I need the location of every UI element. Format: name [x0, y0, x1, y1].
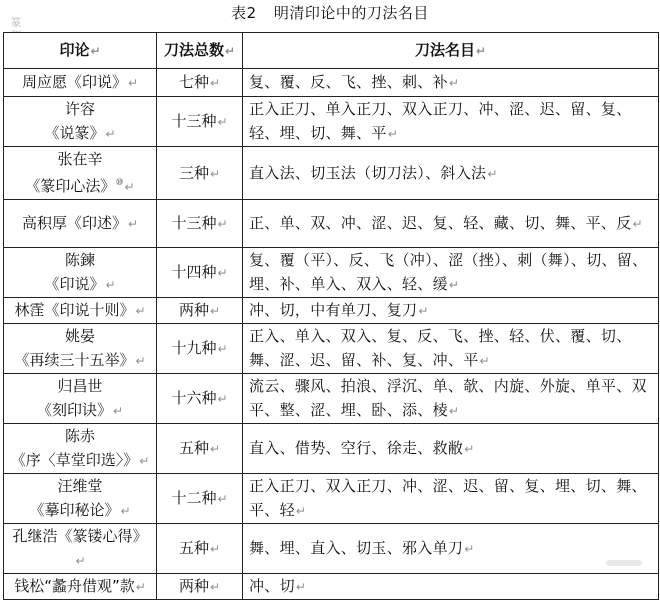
paragraph-mark: ↵: [120, 504, 131, 518]
method-list-cell: [243, 200, 659, 248]
paragraph-mark: ↵: [217, 342, 228, 356]
paragraph-mark: ↵: [487, 166, 498, 181]
paragraph-mark: ↵: [448, 404, 460, 418]
table-row: [4, 424, 659, 474]
method-list: 舞、埋、直入、切玉、邪入单刀: [249, 539, 464, 557]
method-count: 十六种: [171, 389, 217, 407]
table-row: [4, 574, 659, 600]
method-count-cell: [157, 147, 243, 200]
method-count: 两种: [178, 577, 209, 595]
table-row: [4, 97, 659, 147]
method-count-cell: [157, 200, 243, 248]
method-list: 复、覆（平）、反、飞（冲）、涩（挫）、刺（舞）、切、留、埋、补、单入、双入、轻、缓: [249, 251, 648, 293]
treatise-name: 归昌世 《刻印诀》: [36, 377, 112, 419]
method-count-cell: [157, 474, 243, 524]
corner-watermark: [606, 560, 642, 566]
paragraph-mark: ↵: [448, 76, 460, 90]
paragraph-mark: ↵: [209, 304, 221, 318]
method-list-cell: [243, 424, 659, 474]
header-methods: [243, 33, 659, 69]
paragraph-mark: ↵: [90, 44, 101, 58]
treatise-name: 周应愿《印说》: [21, 73, 127, 91]
method-count-cell: [157, 97, 243, 147]
header-treatise-label: 印论: [59, 41, 90, 59]
treatise-cell: [4, 147, 157, 200]
paragraph-mark: ↵: [127, 217, 139, 231]
method-count: 十四种: [171, 263, 217, 281]
method-list-cell: [243, 324, 659, 374]
method-list: 冲、切，中有单刀、复刀: [249, 301, 418, 319]
treatise-name: 张在辛 《篆印心法》: [25, 150, 116, 195]
treatise-name: 陈赤 《序〈草堂印选〉》: [10, 427, 139, 469]
method-count-cell: [157, 324, 243, 374]
paragraph-mark: ↵: [448, 278, 460, 292]
header-treatise: [4, 33, 157, 69]
method-list: 正入正刀、双入正刀、冲、涩、迟、留、复、埋、切、舞、平、轻: [249, 477, 647, 519]
header-count-label: 刀法总数: [163, 41, 224, 59]
method-count-cell: [157, 574, 243, 600]
paragraph-mark: ↵: [418, 304, 429, 318]
table-row: [4, 474, 659, 524]
header-methods-label: 刀法名目: [414, 41, 475, 59]
paragraph-mark: ↵: [464, 442, 475, 456]
paragraph-mark: ↵: [479, 354, 490, 368]
table-row: [4, 248, 659, 298]
method-list-cell: [243, 147, 659, 200]
paragraph-mark: ↵: [217, 266, 228, 280]
method-list: 冲、切: [249, 577, 295, 595]
treatise-cell: [4, 248, 157, 298]
paragraph-mark: ↵: [105, 278, 116, 292]
method-count: 十二种: [171, 489, 217, 507]
paragraph-mark: ↵: [135, 304, 146, 318]
paragraph-mark: ↵: [217, 492, 228, 506]
method-list-cell: [243, 69, 659, 97]
method-count: 三种: [178, 163, 209, 182]
paragraph-mark: ↵: [127, 76, 139, 90]
treatise-name: 许容 《说篆》: [44, 100, 105, 142]
method-list-cell: [243, 474, 659, 524]
method-list: 正入、单入、双入、复、反、飞、挫、轻、伏、覆、切、舞、涩、迟、留、补、复、冲、平: [249, 327, 632, 369]
table-row: [4, 69, 659, 97]
paragraph-mark: ↵: [75, 554, 86, 568]
method-list: 正、单、双、冲、涩、迟、复、轻、藏、切、舞、平、反: [249, 214, 632, 232]
method-count: 两种: [178, 301, 209, 319]
paragraph-mark: ↵: [112, 404, 124, 418]
method-list-cell: [243, 524, 659, 574]
treatise-name: 钱松“蠡舟借观”款: [14, 577, 135, 595]
paragraph-mark: ↵: [209, 542, 221, 556]
table-row: [4, 200, 659, 248]
table-caption: [0, 2, 660, 24]
paragraph-mark: ↵: [209, 76, 221, 90]
paragraph-mark: ↵: [224, 44, 236, 58]
paragraph-mark: ↵: [135, 354, 146, 368]
footnote-mark: ⑩: [115, 178, 124, 188]
paragraph-mark: ↵: [475, 44, 487, 58]
method-list-cell: [243, 298, 659, 324]
method-list: 直入、借势、空行、徐走、救敝: [249, 439, 464, 457]
paragraph-mark: ↵: [217, 115, 228, 129]
method-count: 十三种: [171, 214, 217, 232]
method-list: 直入法、切玉法（切刀法）、斜入法: [249, 163, 487, 182]
paragraph-mark: ↵: [209, 580, 221, 594]
paragraph-mark: ↵: [217, 392, 228, 406]
treatise-cell: [4, 69, 157, 97]
treatise-cell: [4, 424, 157, 474]
table-row: [4, 374, 659, 424]
method-count: 五种: [178, 439, 209, 457]
method-count: 五种: [178, 539, 209, 557]
method-list-cell: [243, 248, 659, 298]
carving-methods-table: [3, 32, 659, 600]
method-list: 正入正刀、单入正刀、双入正刀、冲、涩、迟、留、复、轻、埋、切、舞、平: [249, 100, 632, 142]
method-list-cell: [243, 374, 659, 424]
table-row: [4, 324, 659, 374]
table-title: 明清印论中的刀法名目: [273, 4, 429, 22]
table-row: [4, 147, 659, 200]
method-count-cell: [157, 298, 243, 324]
method-list: 复、覆、反、飞、挫、刺、补: [249, 73, 448, 91]
paragraph-mark: ↵: [135, 580, 146, 594]
paragraph-mark: ↵: [105, 127, 116, 141]
method-count: 十九种: [171, 339, 217, 357]
paragraph-mark: ↵: [217, 217, 228, 231]
table-number: 表2: [231, 4, 257, 22]
method-list-cell: [243, 97, 659, 147]
method-count-cell: [157, 374, 243, 424]
treatise-cell: [4, 574, 157, 600]
paragraph-mark: ↵: [464, 542, 475, 556]
method-count-cell: [157, 424, 243, 474]
method-count: 十三种: [171, 112, 217, 130]
header-row: [4, 33, 659, 69]
paragraph-mark: ↵: [387, 127, 399, 141]
treatise-name: 汪维堂 《摹印秘论》: [29, 477, 120, 519]
paragraph-mark: ↵: [124, 180, 135, 194]
treatise-name: 姚晏 《再续三十五举》: [14, 327, 135, 369]
method-list-cell: [243, 574, 659, 600]
paragraph-mark: ↵: [632, 217, 643, 231]
treatise-cell: [4, 524, 157, 574]
paragraph-mark: ↵: [139, 454, 150, 468]
method-count: 七种: [178, 73, 209, 91]
paragraph-mark: ↵: [209, 166, 221, 181]
table-row: [4, 524, 659, 574]
paragraph-mark: ↵: [209, 442, 221, 456]
method-list: 流云、骤风、拍浪、浮沉、单、欹、内旋、外旋、单平、双平、整、涩、埋、卧、添、棱: [249, 377, 647, 419]
treatise-cell: [4, 474, 157, 524]
method-count-cell: [157, 524, 243, 574]
header-count: [157, 33, 243, 69]
treatise-name: 孔继浩《篆镂心得》: [12, 527, 148, 545]
treatise-name: 林霔《印说十则》: [14, 301, 135, 319]
treatise-name: 陈鍊 《印说》: [44, 251, 105, 293]
treatise-name: 高积厚《印述》: [21, 214, 127, 232]
side-watermark: 篆: [10, 16, 22, 29]
treatise-cell: [4, 298, 157, 324]
treatise-cell: [4, 374, 157, 424]
treatise-cell: [4, 200, 157, 248]
paragraph-mark: ↵: [295, 580, 307, 594]
table-row: [4, 298, 659, 324]
paragraph-mark: ↵: [295, 504, 307, 518]
treatise-cell: [4, 97, 157, 147]
method-count-cell: [157, 69, 243, 97]
treatise-cell: [4, 324, 157, 374]
method-count-cell: [157, 248, 243, 298]
